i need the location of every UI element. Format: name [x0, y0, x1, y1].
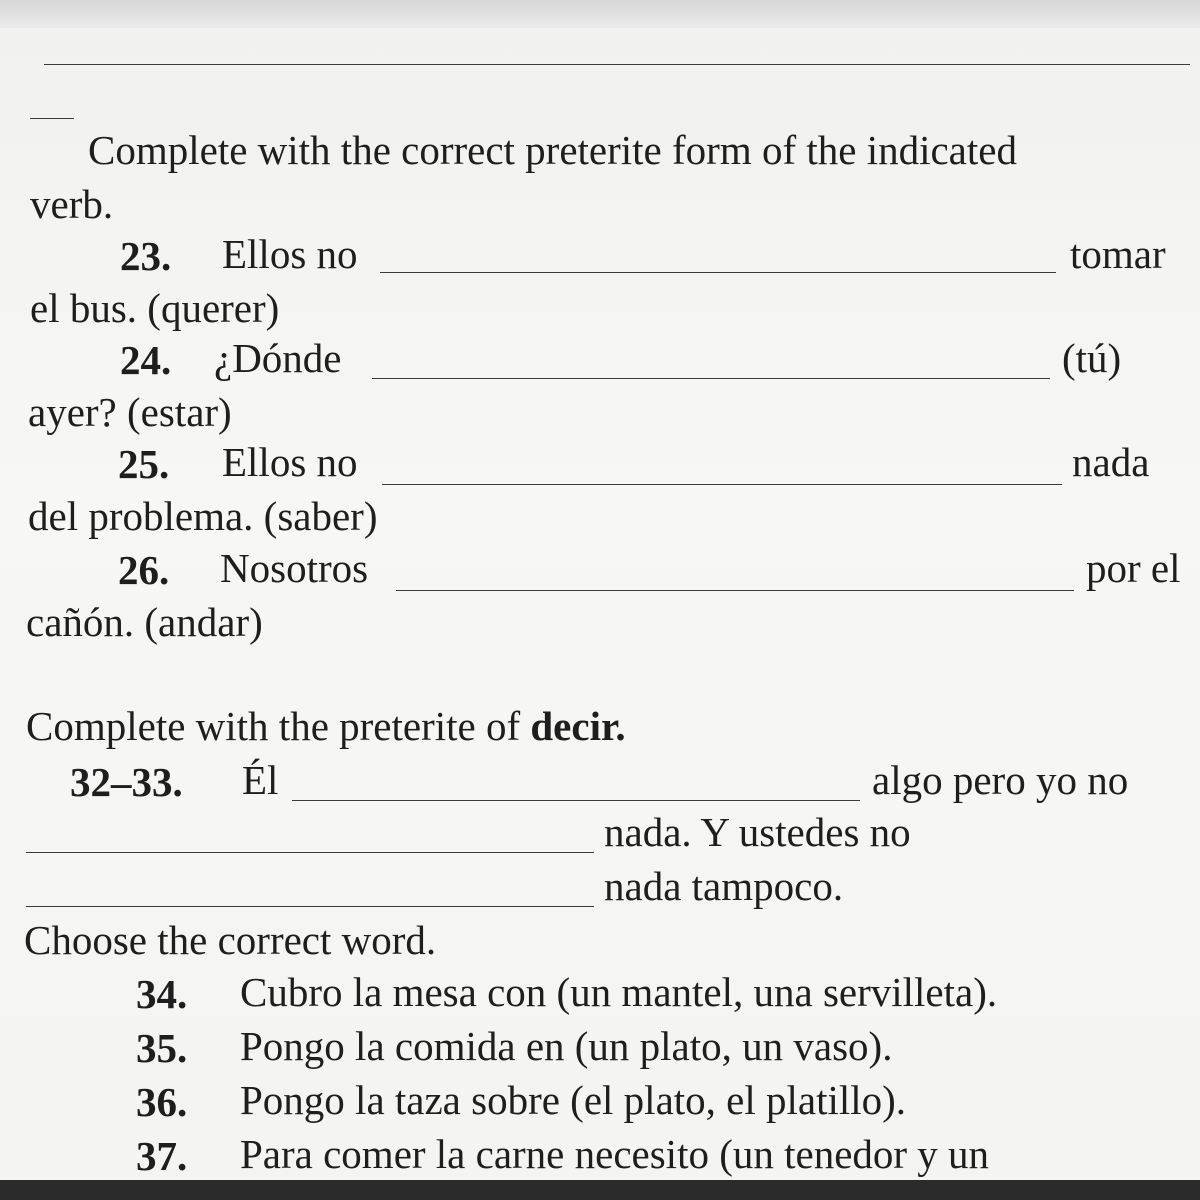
item-text: Cubro la mesa con (un mantel, una servilleta).: [240, 969, 998, 1015]
item-text-before: Nosotros: [220, 545, 369, 591]
item-number: 23.: [120, 233, 172, 279]
item-number: 32–33.: [70, 759, 183, 805]
item-text-after: nada: [1072, 439, 1150, 485]
item-text-after: algo pero yo no: [872, 757, 1129, 803]
section2-instruction-prefix: Complete with the preterite of: [26, 703, 521, 749]
top-rule: [44, 64, 1190, 65]
item-text-before: Él: [242, 757, 279, 803]
section2-instruction: [26, 703, 626, 749]
answer-blank-33b[interactable]: [26, 906, 594, 907]
screen-top-edge: [0, 0, 1200, 30]
item-text-before: Ellos no: [222, 231, 358, 277]
item-text-cont: ayer? (estar): [28, 389, 232, 435]
item-number: 24.: [120, 337, 172, 383]
item-number: 35.: [136, 1025, 188, 1071]
item-text-after: tomar: [1070, 231, 1166, 277]
answer-blank-33a[interactable]: [26, 852, 594, 853]
item-text-line3: nada tampoco.: [604, 863, 844, 909]
item-number: 36.: [136, 1079, 188, 1125]
section1-instruction-cont: verb.: [30, 181, 114, 227]
item-number: 25.: [118, 441, 170, 487]
answer-blank-24[interactable]: [372, 378, 1050, 379]
section3-instruction: Choose the correct word.: [24, 917, 437, 963]
item-text: Pongo la taza sobre (el plato, el platillo).: [240, 1077, 907, 1123]
name-blank-short: [30, 118, 74, 119]
item-text-line2: nada. Y ustedes no: [604, 809, 911, 855]
item-text: Para comer la carne necesito (un tenedor y un: [240, 1131, 990, 1177]
screen-bottom-edge: [0, 1180, 1200, 1200]
item-number: 37.: [136, 1133, 188, 1179]
answer-blank-23[interactable]: [380, 272, 1056, 273]
item-text-cont: el bus. (querer): [30, 285, 280, 331]
section1-instruction: Complete with the correct preterite form of the indicated: [88, 127, 1017, 173]
answer-blank-26[interactable]: [396, 590, 1074, 591]
item-text-after: (tú): [1062, 335, 1122, 381]
item-text: Pongo la comida en (un plato, un vaso).: [240, 1023, 893, 1069]
item-text-cont: cañón. (andar): [26, 599, 263, 645]
answer-blank-25[interactable]: [382, 484, 1062, 485]
item-number: 26.: [118, 547, 170, 593]
item-text-cont: del problema. (saber): [28, 493, 378, 539]
answer-blank-32[interactable]: [292, 800, 860, 801]
item-text-before: ¿Dónde: [214, 335, 342, 381]
item-text-after: por el: [1086, 545, 1181, 591]
item-number: 34.: [136, 971, 188, 1017]
section2-instruction-verb: decir.: [530, 703, 626, 749]
item-text-before: Ellos no: [222, 439, 358, 485]
